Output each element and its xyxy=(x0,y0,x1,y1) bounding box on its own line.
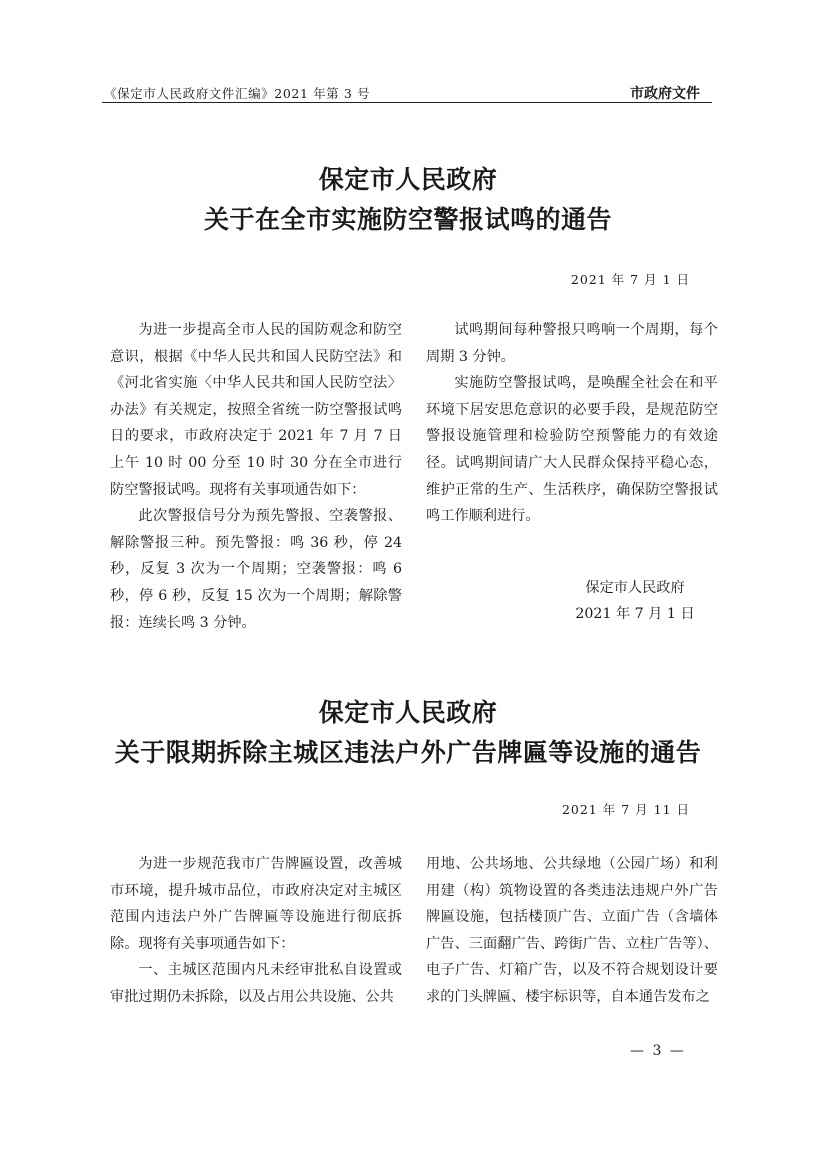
notice2-issuer: 保定市人民政府 xyxy=(318,698,498,727)
notice2-right-column xyxy=(426,851,718,1011)
notice1-paragraph: 此次警报信号分为预先警报、空袭警报、解除警报三种。预先警报：鸣 36 秒，停 24 秒，反复 3 次为一个周期；空袭警报：鸣 6 秒，停 6 秒，反复 15 次为一个周期；解除警报：连续长鸣 3 分钟。 xyxy=(110,508,402,631)
notice1-left-column xyxy=(110,317,402,636)
notice1-paragraph: 实施防空警报试鸣，是唤醒全社会在和平环境下居安思危意识的必要手段，是规范防空警报设施管理和检验防空预警能力的有效途径。试鸣期间请广大人民群众保持平稳心态，维护正常的生产、生活秩序，确保防空警报试鸣工作顺利进行。 xyxy=(426,375,718,525)
notice1-paragraph: 为进一步提高全市人民的国防观念和防空意识，根据《中华人民共和国人民防空法》和《河北省实施〈中华人民共和国人民防空法〉办法》有关规定，按照全省统一防空警报试鸣日的要求，市政府决定于 2021 年 7 月 7 日上午 10 时 00 分至 10 时 30 分在全市进行防空警报试鸣。现将有关事项通告如下： xyxy=(110,322,402,498)
notice1-paragraph: 试鸣期间每种警报只鸣响一个周期，每个周期 3 分钟。 xyxy=(426,322,718,365)
notice1-title: 关于在全市实施防空警报试鸣的通告 xyxy=(203,205,612,234)
notice2-paragraph: 用地、公共场地、公共绿地（公园广场）和利用建（构）筑物设置的各类违法违规户外广告牌匾设施，包括楼顶广告、立面广告（含墙体广告、三面翻广告、跨街广告、立柱广告等）、电子广告、灯箱广告，以及不符合规划设计要求的门头牌匾、楼宇标识等，自本通告发布之 xyxy=(426,856,718,1005)
notice1-issuer: 保定市人民政府 xyxy=(318,165,498,194)
notice2-paragraph: 一、主城区范围内凡未经审批私自设置或审批过期仍未拆除，以及占用公共设施、公共 xyxy=(110,962,402,1005)
notice1-signature: 保定市人民政府 xyxy=(585,580,685,596)
notice1-signature-date: 2021 年 7 月 1 日 xyxy=(575,606,695,622)
notice2-date: 2021 年 7 月 11 日 xyxy=(561,802,690,817)
notice1-date: 2021 年 7 月 1 日 xyxy=(570,272,690,287)
header-divider xyxy=(102,102,712,103)
notice2-paragraph: 为进一步规范我市广告牌匾设置，改善城市环境，提升城市品位，市政府决定对主城区范围内违法户外广告牌匾等设施进行彻底拆除。现将有关事项通告如下： xyxy=(110,856,402,952)
notice1-right-column xyxy=(426,317,718,530)
page-number: — 3 — xyxy=(630,1043,686,1059)
publication-header: 《保定市人民政府文件汇编》2021 年第 3 号 xyxy=(104,86,371,101)
notice2-title: 关于限期拆除主城区违法户外广告牌匾等设施的通告 xyxy=(114,738,702,767)
section-label: 市政府文件 xyxy=(630,86,700,102)
notice2-left-column xyxy=(110,851,402,1011)
